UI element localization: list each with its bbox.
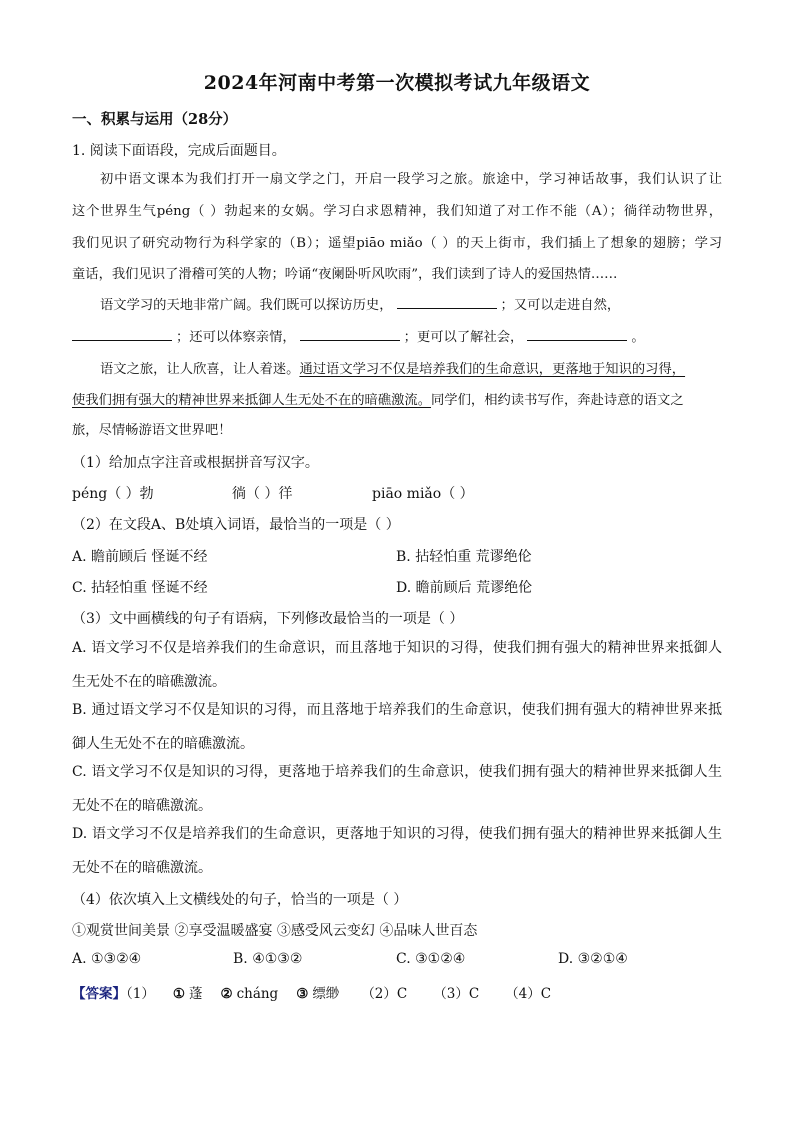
pinyin-item: 徜（ ）徉 (232, 486, 293, 502)
question-1-stem: 1. 阅读下面语段，完成后面题目。 (72, 143, 286, 159)
answer-part-1: （1） (126, 986, 155, 1002)
option-b: B. 拈轻怕重 荒谬绝伦 (396, 549, 532, 565)
option-d: D. 瞻前顾后 荒谬绝伦 (396, 580, 533, 596)
fill-blank-3 (300, 326, 400, 341)
answer-part-3: （3）C (433, 986, 480, 1002)
passage-text: 语文学习的天地非常广阔。我们既可以探访历史， (100, 298, 393, 313)
option-d-cont: 无处不在的暗礁激流。 (72, 860, 212, 876)
fill-blank-2 (72, 326, 172, 341)
sub-question-4-stem: （4）依次填入上文横线处的句子，恰当的一项是（ ） (72, 892, 408, 908)
option-b: B. ④①③② (233, 951, 303, 967)
circled-number: ② (220, 986, 233, 1002)
option-b: B. 通过语文学习不仅是知识的习得，而且落地于培养我们的生命意识，使我们拥有强大的精神世界来抵 (72, 702, 722, 718)
answer-value: 蓬 (188, 986, 203, 1002)
option-a: A. 瞻前顾后 怪诞不经 (72, 549, 208, 565)
pinyin-item: péng（ ）勃 (72, 486, 154, 502)
passage-text: 。 (631, 330, 645, 345)
option-a-cont: 生无处不在的暗礁激流。 (72, 674, 226, 690)
option-c: C. ③①②④ (396, 951, 466, 967)
passage-line: 童话，我们见识了滑稽可笑的人物；吟诵“夜阑卧听风吹雨”，我们读到了诗人的爱国热情…… (72, 267, 618, 282)
option-c: C. 拈轻怕重 怪诞不经 (72, 580, 208, 596)
answer-part-4: （4）C (505, 986, 552, 1002)
passage-text: 同学们，相约读书写作，奔赴诗意的语文之 (431, 393, 684, 408)
passage-line (72, 385, 722, 417)
passage-line: 这个世界生气péng（ ）勃起来的女娲。学习白求恩精神，我们知道了对工作不能（A）；徜徉动物世界， (72, 204, 722, 219)
passage-text: ；又可以走进自然， (500, 298, 621, 313)
underlined-sentence: 使我们拥有强大的精神世界来抵御人生无处不在的暗礁激流。 (72, 393, 432, 408)
option-a: A. ①③②④ (72, 951, 142, 967)
passage-line (72, 290, 722, 322)
answer-value: 缥缈 (312, 986, 340, 1002)
answer-part-2: （2）C (361, 986, 408, 1002)
sub-question-1-stem: （1）给加点字注音或根据拼音写汉字。 (72, 455, 319, 471)
option-c: C. 语文学习不仅是知识的习得，更落地于培养我们的生命意识，使我们拥有强大的精神世界来抵御人生 (72, 764, 722, 780)
option-c-cont: 无处不在的暗礁激流。 (72, 798, 212, 814)
sentence-choices: ①观赏世间美景 ②享受温暖盛宴 ③感受风云变幻 ④品味人世百态 (72, 923, 478, 939)
passage-line: 我们见识了研究动物行为科学家的（B）；遥望piāo miǎo（ ）的天上街市，我们插上了想象的翅膀；学习 (72, 236, 722, 251)
passage-line (72, 354, 722, 386)
passage-text: ；更可以了解社会， (403, 330, 524, 345)
option-a: A. 语文学习不仅是培养我们的生命意识，而且落地于知识的习得，使我们拥有强大的精神世界来抵御人 (72, 640, 722, 656)
answer-line (72, 982, 551, 1002)
answer-tag: 【答案】 (72, 986, 126, 1002)
underlined-sentence: 通过语文学习不仅是培养我们的生命意识，更落地于知识的习得， (299, 362, 686, 377)
fill-blank-1 (397, 294, 497, 309)
passage-line (72, 322, 722, 354)
exam-title: 2024年河南中考第一次模拟考试九年级语文 (203, 72, 591, 94)
circled-number: ③ (296, 986, 309, 1002)
sub-question-3-stem: （3）文中画横线的句子有语病，下列修改最恰当的一项是（ ） (72, 611, 464, 627)
option-d: D. 语文学习不仅是培养我们的生命意识，更落地于知识的习得，使我们拥有强大的精神世界来抵御人生 (72, 826, 722, 842)
option-b-cont: 御人生无处不在的暗礁激流。 (72, 736, 254, 752)
section-heading: 一、积累与运用（28分） (72, 111, 238, 128)
fill-blank-4 (527, 326, 627, 341)
option-d: D. ③②①④ (558, 951, 628, 967)
passage-line: 旅，尽情畅游语文世界吧！ (72, 423, 232, 438)
passage-text: ；还可以体察亲情， (176, 330, 296, 345)
sub-question-2-stem: （2）在文段A、B处填入词语，最恰当的一项是（ ） (72, 517, 400, 533)
passage-line: 初中语文课本为我们打开一扇文学之门，开启一段学习之旅。旅途中，学习神话故事，我们认识了让 (100, 172, 722, 187)
passage-text: 语文之旅，让人欣喜，让人着迷。 (100, 362, 300, 377)
pinyin-item: piāo miǎo（ ） (372, 486, 474, 502)
circled-number: ① (172, 986, 185, 1002)
answer-value: cháng (236, 986, 279, 1002)
